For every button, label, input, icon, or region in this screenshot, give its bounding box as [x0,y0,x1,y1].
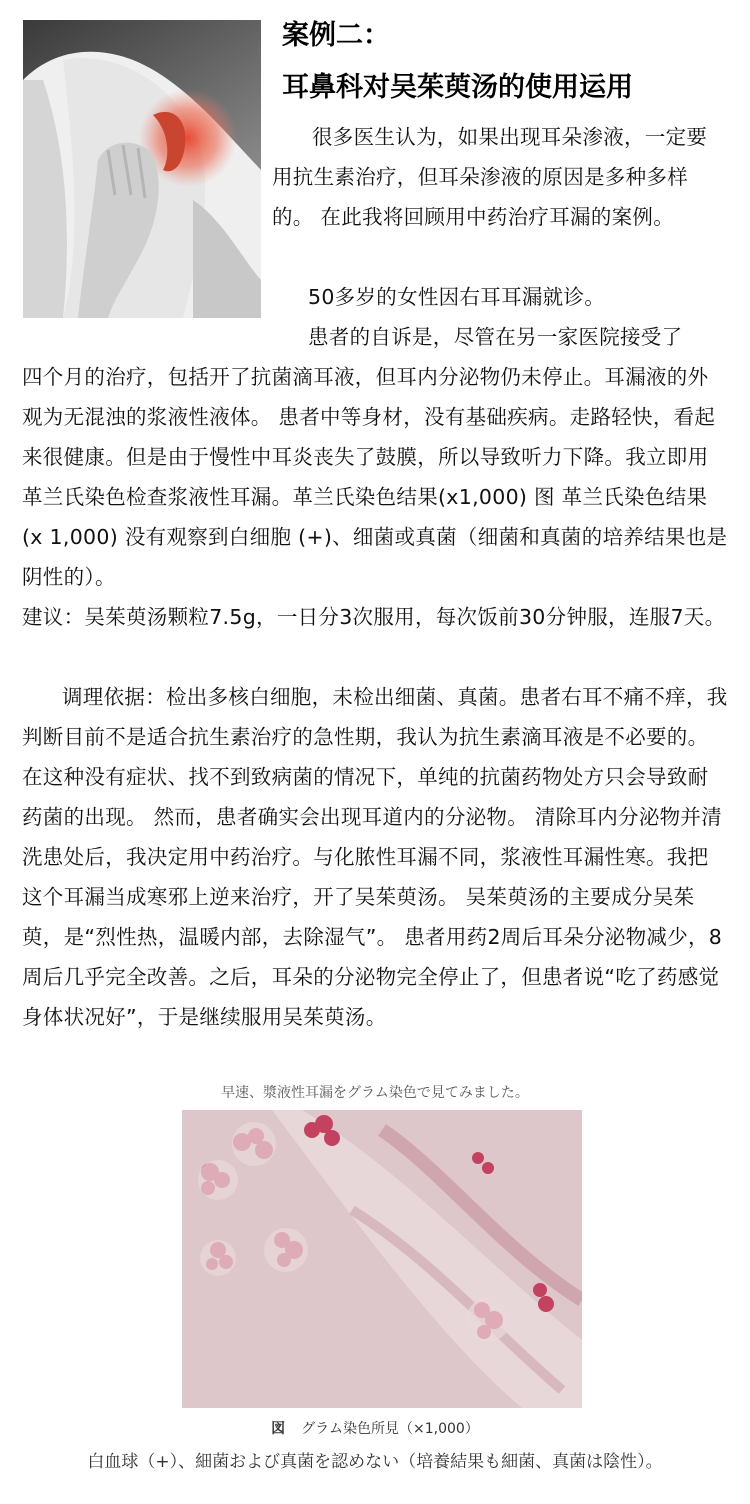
article-title-line-1: 案例二： [282,20,390,51]
advice-paragraph: 建议：吴茱萸汤颗粒7.5g，一日分3次服用，每次饭前30分钟服，连服7天。 [22,605,726,629]
patient-paragraph: 50多岁的女性因右耳耳漏就诊。 [308,285,606,309]
complaint-paragraph-start: 患者的自诉是，尽管在另一家医院接受了 [308,325,683,349]
gram-stain-micrograph [182,1110,582,1408]
figure-label [0,1418,750,1440]
figure-label-prefix: 図 [271,1421,286,1437]
micrograph-image [182,1110,582,1408]
woman-holding-ear-illustration [23,20,261,318]
complaint-paragraph-rest: 四个月的治疗，包括开了抗菌滴耳液，但耳内分泌物仍未停止。耳漏液的外观为无混浊的浆液性液体。 患者中等身材，没有基础疾病。走路轻快，看起来很健康。但是由于慢性中耳炎丧失了鼓膜，所以导致听力下降。我立即用革兰氏染色检查浆液性耳漏。革兰氏染色结果(x1,000) 图 革兰氏染色结果 (x 1,000) 没有观察到白细胞 (+)、细菌或真菌（细菌和真菌的培养结果也是阴性的）。 [22,365,728,589]
figure-caption-top: 早速、漿液性耳漏をグラム染色で見てみました。 [221,1085,529,1101]
ear-pain-photo [23,20,261,318]
figure-note: 白血球（+）、細菌および真菌を認めない（培養結果も細菌、真菌は陰性）。 [87,1452,663,1472]
figure-label-text: グラム染色所見（×1,000） [301,1421,479,1437]
intro-paragraph: 很多医生认为，如果出现耳朵渗液，一定要用抗生素治疗，但耳朵渗液的原因是多种多样的。 在此我将回顾用中药治疗耳漏的案例。 [272,125,708,229]
article-title-line-2: 耳鼻科对吴茱萸汤的使用运用 [282,72,633,103]
basis-paragraph: 调理依据：检出多核白细胞，未检出细菌、真菌。患者右耳不痛不痒，我判断目前不是适合抗生素治疗的急性期，我认为抗生素滴耳液是不必要的。在这种没有症状、找不到致病菌的情况下，单纯的抗菌药物处方只会导致耐药菌的出现。 然而，患者确实会出现耳道内的分泌物。 清除耳内分泌物并清洗患处后，我决定用中药治疗。与化脓性耳漏不同，浆液性耳漏性寒。我把这个耳漏当成寒邪上逆来治疗，开了吴茱萸汤。 吴茱萸汤的主要成分吴茱萸，是“烈性热，温暖内部，去除湿气”。 患者用药2周后耳朵分泌物减少，8周后几乎完全改善。之后，耳朵的分泌物完全停止了，但患者说“吃了药感觉身体状况好”，于是继续服用吴茱萸汤。 [22,685,728,1029]
